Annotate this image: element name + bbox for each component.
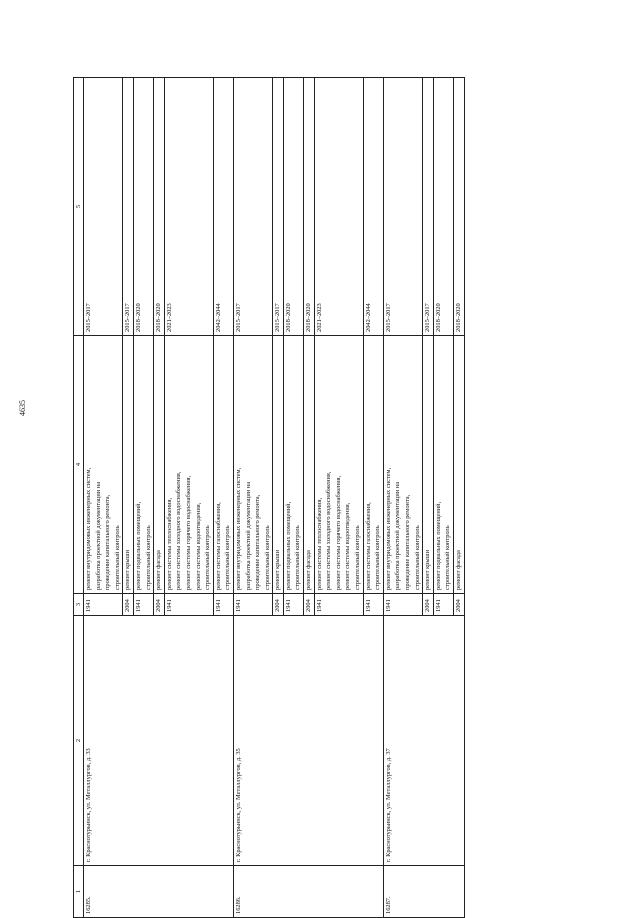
work-type-line: ремонт подвальных помещений, [134, 501, 142, 590]
work-type-line: ремонт системы холодного водоснабжения, [325, 471, 333, 590]
work-type-line: строительный контроль [354, 525, 362, 590]
build-year: 1941 [133, 594, 153, 616]
work-type-line: ремонт системы газоснабжения, [364, 502, 372, 590]
page-number: 4635 [18, 400, 27, 416]
work-type-line: ремонт системы горячего водоснабжения, [184, 475, 192, 590]
work-type-line: проведение капитального ремонта, [404, 494, 411, 590]
work-type-line: строительный контроль [224, 525, 232, 590]
build-year: 2004 [423, 594, 434, 616]
repair-period: 2018–2020 [453, 78, 464, 336]
build-year: 1941 [283, 594, 303, 616]
build-year: 1941 [213, 594, 233, 616]
work-type-line: строительный контроль [294, 525, 302, 590]
build-year: 1941 [314, 594, 363, 616]
repair-period: 2018–2020 [304, 78, 315, 336]
repair-schedule-table [73, 77, 465, 918]
table-row [383, 78, 422, 918]
work-type [154, 336, 165, 594]
build-year: 2004 [453, 594, 464, 616]
work-type [314, 336, 363, 594]
header-cell-3: 3 [74, 594, 84, 616]
work-type-line: строительный контроль [204, 525, 212, 590]
work-type-line: ремонт крыши [424, 549, 432, 590]
work-type-line: ремонт фасада [454, 550, 462, 590]
work-type-line: строительный контроль [113, 525, 121, 590]
row-number: 16285. [84, 866, 234, 918]
repair-period: 2015–2017 [84, 78, 123, 336]
work-type [233, 336, 272, 594]
repair-period: 2015–2017 [423, 78, 434, 336]
build-year: 1941 [84, 594, 123, 616]
work-type-line: ремонт системы холодного водоснабжения, [175, 471, 183, 590]
building-address: г. Краснотурьинск, ул. Металлургов, д. 33 [84, 616, 234, 866]
building-address: г. Краснотурьинск, ул. Металлургов, д. 35 [233, 616, 383, 866]
work-type [164, 336, 213, 594]
work-type-line: разработка проектной документации на [244, 481, 252, 590]
work-type [213, 336, 233, 594]
work-type [433, 336, 453, 594]
work-type-line: строительный контроль [263, 525, 271, 590]
work-type [273, 336, 284, 594]
build-year: 1941 [433, 594, 453, 616]
repair-period: 2015–2017 [123, 78, 134, 336]
row-number: 16287. [383, 866, 464, 918]
work-type-line: строительный контроль [413, 525, 421, 590]
row-number: 16286. [233, 866, 383, 918]
table-row [233, 78, 272, 918]
work-type-line: ремонт крыши [274, 549, 282, 590]
build-year: 1941 [363, 594, 383, 616]
work-type [283, 336, 303, 594]
header-cell-2: 2 [74, 616, 84, 866]
work-type-line: ремонт подвальных помещений, [284, 501, 292, 590]
work-type [304, 336, 315, 594]
work-type-line: проведение капитального ремонта, [254, 494, 262, 590]
build-year: 2004 [304, 594, 315, 616]
header-cell-4: 4 [74, 336, 84, 594]
work-type-line: ремонт внутридомовых инженерных систем, [234, 467, 242, 590]
work-type-line: строительный контроль [144, 525, 152, 590]
repair-period: 2018–2020 [154, 78, 165, 336]
build-year: 1941 [233, 594, 272, 616]
work-type-line: ремонт подвальных помещений, [434, 501, 442, 590]
header-cell-1: 1 [74, 866, 84, 918]
build-year: 2004 [154, 594, 165, 616]
repair-period: 2015–2017 [233, 78, 272, 336]
repair-period: 2018–2020 [283, 78, 303, 336]
work-type-line: ремонт системы горячего водоснабжения, [334, 475, 342, 590]
repair-period: 2018–2020 [433, 78, 453, 336]
repair-period: 2015–2017 [273, 78, 284, 336]
building-address: г. Краснотурьинск, ул. Металлургов, д. 37 [383, 616, 464, 866]
work-type [123, 336, 134, 594]
build-year: 1941 [383, 594, 422, 616]
work-type [363, 336, 383, 594]
repair-period: 2018–2020 [133, 78, 153, 336]
work-type-line: ремонт фасада [305, 550, 313, 590]
work-type-line: строительный контроль [444, 525, 452, 590]
work-type-line: разработка проектной документации на [94, 481, 102, 590]
repair-period: 2042–2044 [363, 78, 383, 336]
work-type-line: ремонт системы водоотведения, [344, 502, 352, 590]
work-type-line: ремонт крыши [124, 549, 132, 590]
work-type-line: ремонт системы газоснабжения, [214, 502, 222, 590]
work-type-line: ремонт системы водоотведения, [194, 502, 202, 590]
build-year: 1941 [164, 594, 213, 616]
rotated-sheet [73, 78, 565, 918]
table-row [84, 78, 123, 918]
repair-period: 2021–2023 [164, 78, 213, 336]
work-type-line: разработка проектной документации на [394, 481, 402, 590]
work-type [423, 336, 434, 594]
work-type-line: ремонт внутридомовых инженерных систем, [85, 467, 92, 590]
header-row [74, 78, 84, 918]
work-type [133, 336, 153, 594]
work-type-line: проведение капитального ремонта, [104, 494, 112, 590]
work-type [453, 336, 464, 594]
work-type [383, 336, 422, 594]
header-cell-5: 5 [74, 78, 84, 336]
build-year: 2004 [123, 594, 134, 616]
work-type-line: строительный контроль [374, 525, 382, 590]
work-type [84, 336, 123, 594]
build-year: 2004 [273, 594, 284, 616]
work-type-line: ремонт внутридомовых инженерных систем, [384, 467, 392, 590]
work-type-line: ремонт системы теплоснабжения, [315, 497, 323, 590]
work-type-line: ремонт фасада [155, 550, 163, 590]
repair-period: 2015–2017 [383, 78, 422, 336]
repair-period: 2021–2023 [314, 78, 363, 336]
work-type-line: ремонт системы теплоснабжения, [165, 497, 173, 590]
table-body [84, 78, 465, 918]
repair-period: 2042–2044 [213, 78, 233, 336]
